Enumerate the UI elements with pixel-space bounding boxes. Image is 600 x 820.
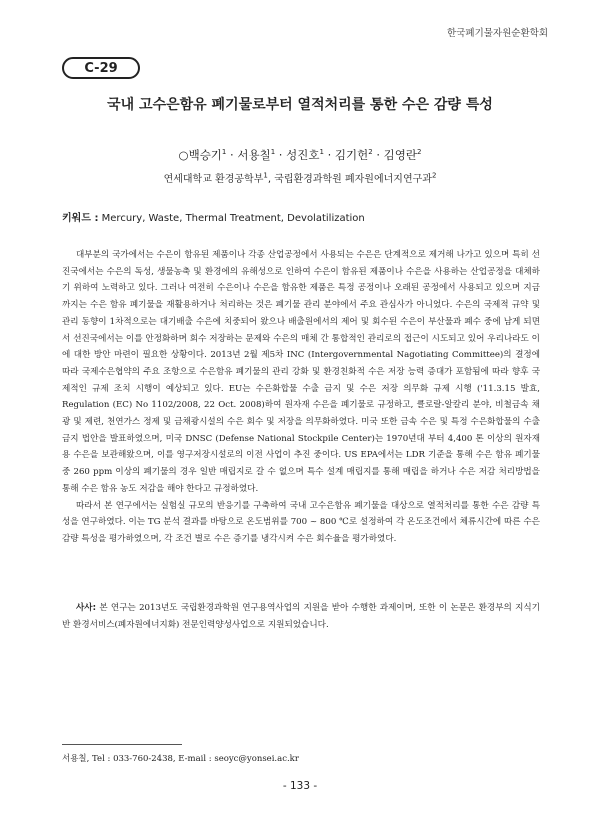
ack-text: 본 연구는 2013년도 국립환경과학원 연구용역사업의 지원을 받아 수행한 과제이며, 또한 이 논문은 환경부의 지식기반 환경서비스(폐자원에너지화) 전문인력양성사업으로 지원되었습니다. [62,603,541,630]
paper-title: 국내 고수은함유 폐기물로부터 열적처리를 통한 수은 감량 특성 [107,97,493,113]
affiliation-1: 연세대학교 환경공학부 [163,174,264,185]
affiliations: 연세대학교 환경공학부$^1$, 국립환경과학원 폐자원에너지연구과$^2$ [163,171,437,185]
journal-header: 한국폐기물자원순환학회 [447,28,548,39]
abstract-body [62,247,540,548]
keywords-line [62,209,365,224]
affiliation-2: 국립환경과학원 폐자원에너지연구과 [274,174,432,185]
author-name: 김기헌 [334,148,369,162]
keywords-text: Mercury, Waste, Thermal Treatment, Devolatilization [101,213,365,224]
author-name: 서용칠 [237,148,271,162]
footnote-divider [62,744,182,745]
author-name: 김영란 [383,148,417,162]
author-name: 백승기 [188,148,222,162]
presenter-mark: ○ [178,148,189,162]
keywords-label: 키워드 : [62,213,99,224]
session-code-badge: C-29 [62,57,140,79]
author-list: ○백승기$^1$ · 서용칠$^1$ · 성진호$^1$ · 김기헌$^2$ · 김영란$^2$ [178,148,422,162]
page-number: - 133 - [282,780,318,792]
paragraph: 따라서 본 연구에서는 실험실 규모의 반응기를 구축하여 국내 고수은함유 폐기물을 대상으로 열적처리를 통한 수은 감량 특성을 연구하였다. 이는 TG 분석 결과를 바탕으로 온도범위를 700 ~ 800 ℃로 설정하여 각 온도조건에서 체류시간에 따른 수은 감량 특성을 평가하였으며, 각 조건 별로 수은 증기를 냉각시켜 수은 회수율을 평가하였다. [62,500,540,544]
author-name: 성진호 [286,148,320,162]
paragraph: 대부분의 국가에서는 수은이 함유된 제품이나 각종 산업공정에서 사용되는 수은은 단계적으로 제거해 나가고 있으며 특히 선진국에서는 수은의 독성, 생물농축 및 환경에의 유해성으로 인하여 수은이 함유된 제품이나 수은을 사용하는 산업공정을 대체하기 위하여 노력하고 있다. 그러나 여전히 수은이나 수은을 함유한 제품은 특정 공정이나 오래된 공정에서 사용되고 있으며 지금까지는 수은 함유 폐기물을 재활용하거나 처리하는 것은 폐기물 관리 분야에서 주요 관심사가 아니었다. 수은의 국제적 규약 및 관리 동향이 1차적으로는 대기배출 수은에 치중되어 왔으나 배출원에서의 제어 및 회수된 수은이 부산물과 폐수 중에 남게 되면서 선진국에서는 이를 안정화하며 회수 저장하는 문제와 수은의 매체 간 통합적인 관리로의 접근이 시도되고 있어 우리나라도 이에 대한 방안 마련이 필요한 상황이다. 2013년 2월 제5차 INC (Intergovernmental Nagotiating Committee)의 결정에 따라 국제수은협약의 주요 조항으로 수은함유 폐기물의 관리 강화 및 환경친화적 수은 저장 능력 증대가 포함됨에 따라 향후 국제적인 규제 조치 시행이 예상되고 있다. EU는 수은화합물 수출 금지 및 수은 저장 의무화 규제 시행 ('11.3.15 발효, Regulation (EC) No 1102/2008, 22 Oct. 2008)하여 원자재 수은을 폐기물로 규정하고, 클로랄-알칼리 분야, 비철금속 채광 및 제련, 천연가스 정제 및 금채광시설의 수은 회수 및 저장을 의무화하였다. 미국 또한 금속 수은 및 특정 수은화합물의 수출금지 법안을 발표하였으며, 미국 DNSC (Defense National Stockpile Center)는 1970년대 부터 4,400 톤 이상의 원자재용 수은을 보관해왔으며, 이를 영구저장시설로의 이전 사업이 추진 중이다. US EPA에서는 LDR 기준을 통해 수은 함유 폐기물 중 260 ppm 이상의 폐기물의 경우 일반 매립지로 갈 수 없으며 특수 설계 매립지를 통해 매립을 하거나 수은 저감 처리방법을 통해 수은 함유 농도 저감을 해야 한다고 규정하였다. [62,250,540,494]
ack-label: 사사: [76,603,97,613]
footnote: 서용칠, Tel : 033-760-2438, E-mail : seoyc@yonsei.ac.kr [62,754,299,764]
acknowledgement [62,600,540,634]
